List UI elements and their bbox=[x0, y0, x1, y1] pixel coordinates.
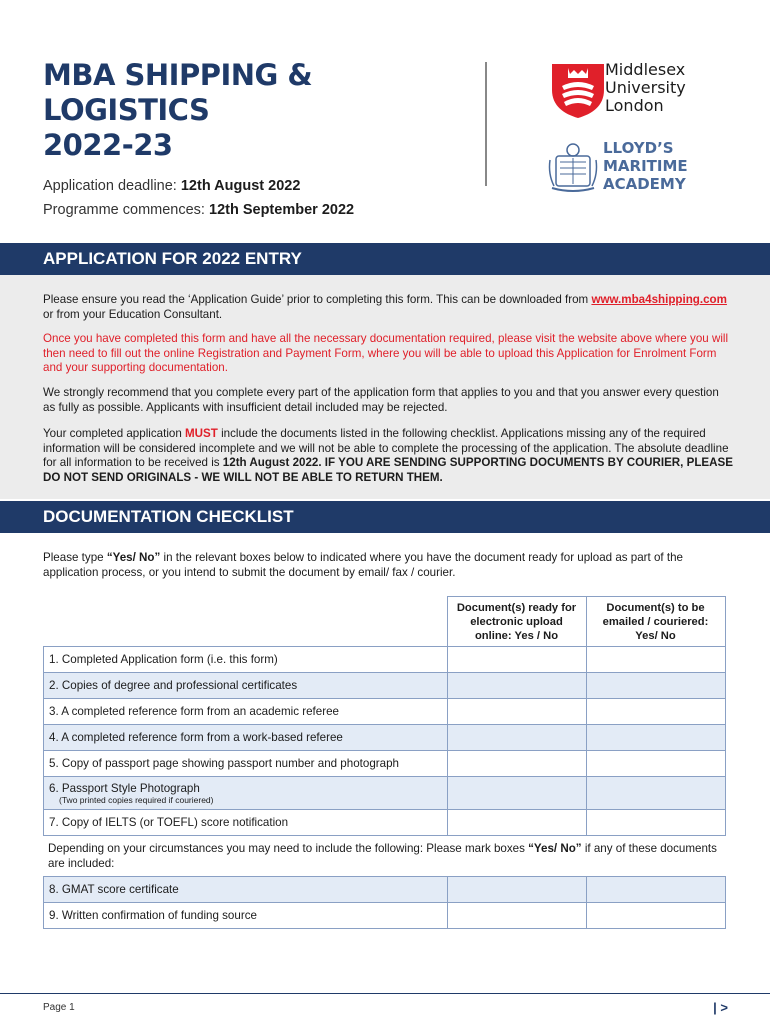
info-paragraph-checklist bbox=[43, 427, 733, 485]
footer-divider bbox=[0, 993, 770, 994]
courier-cell-2[interactable] bbox=[587, 673, 726, 699]
courier-cell-5[interactable] bbox=[587, 751, 726, 777]
section-heading-checklist: DOCUMENTATION CHECKLIST bbox=[0, 501, 770, 533]
mid-b: if any of these documents are included: bbox=[48, 842, 717, 870]
table-row bbox=[44, 777, 726, 810]
deadline-value: 12th August 2022 bbox=[180, 178, 301, 194]
checklist-item-7: 7. Copy of IELTS (or TOEFL) score notification bbox=[44, 810, 448, 836]
checklist-item-8: 8. GMAT score certificate bbox=[44, 877, 448, 903]
checklist-item-4: 4. A completed reference form from a work-based referee bbox=[44, 725, 448, 751]
mdx-line-1: Middlesex bbox=[605, 60, 686, 79]
checklist-item-3: 3. A completed reference form from an academic referee bbox=[44, 699, 448, 725]
title-line-2: LOGISTICS bbox=[43, 93, 210, 127]
website-link[interactable]: www.mba4shipping.com bbox=[591, 293, 727, 306]
checklist-header bbox=[43, 596, 726, 647]
upload-cell-9[interactable] bbox=[448, 903, 587, 929]
checklist-item-9: 9. Written confirmation of funding source bbox=[44, 903, 448, 929]
table-row bbox=[44, 877, 726, 903]
col-header-upload: Document(s) ready for electronic upload online: Yes / No bbox=[447, 597, 586, 647]
courier-cell-9[interactable] bbox=[587, 903, 726, 929]
info-paragraph-recommend: We strongly recommend that you complete every part of the application form that applies to you and that you answer every question as fully as possible. Applicants with insufficient detail included may be rejected. bbox=[43, 386, 719, 414]
upload-cell-5[interactable] bbox=[448, 751, 587, 777]
title-line-1: MBA SHIPPING & bbox=[43, 58, 313, 92]
mdx-line-3: London bbox=[605, 96, 664, 115]
page-number: Page 1 bbox=[43, 1002, 75, 1013]
mdx-line-2: University bbox=[605, 78, 686, 97]
instr-b: in the relevant boxes below to indicated where you have the document ready for upload as part of the application process, or you intend to submit the document by email/ fax / courier. bbox=[43, 551, 683, 579]
p4-must: MUST bbox=[185, 427, 218, 440]
mid-a: Depending on your circumstances you may need to include the following: Please mark boxes bbox=[48, 842, 529, 855]
checklist-instructions bbox=[43, 551, 733, 580]
lma-line-1: LLOYD’S bbox=[603, 139, 674, 157]
col-header-courier: Document(s) to be emailed / couriered: Yes/ No bbox=[586, 597, 725, 647]
mid-bold: “Yes/ No” bbox=[528, 842, 582, 855]
upload-cell-7[interactable] bbox=[448, 810, 587, 836]
table-row bbox=[44, 810, 726, 836]
item-6-label: 6. Passport Style Photograph bbox=[49, 781, 200, 795]
courier-cell-4[interactable] bbox=[587, 725, 726, 751]
commence-value: 12th September 2022 bbox=[209, 202, 355, 218]
title-line-3: 2022-23 bbox=[43, 128, 173, 162]
upload-cell-1[interactable] bbox=[448, 647, 587, 673]
document-title bbox=[43, 58, 312, 163]
info-paragraph-guide bbox=[43, 293, 733, 322]
checklist-item-6 bbox=[44, 777, 448, 810]
next-page-button[interactable]: | > bbox=[713, 1000, 728, 1015]
upload-cell-3[interactable] bbox=[448, 699, 587, 725]
courier-cell-7[interactable] bbox=[587, 810, 726, 836]
info-paragraph-registration: Once you have completed this form and have all the necessary documentation required, please visit the website above where you will then need to fill out the online Registration and Payment Form, where you will be able to upload this Application for Enrolment Form and your supporting documentation. bbox=[43, 332, 729, 374]
checklist-item-5: 5. Copy of passport page showing passport number and photograph bbox=[44, 751, 448, 777]
programme-commences bbox=[43, 202, 354, 218]
upload-cell-8[interactable] bbox=[448, 877, 587, 903]
table-row bbox=[44, 673, 726, 699]
p1-text-a: Please ensure you read the ‘Application Guide’ prior to completing this form. This can be downloaded from bbox=[43, 293, 592, 306]
table-row bbox=[44, 903, 726, 929]
checklist-item-1: 1. Completed Application form (i.e. this form) bbox=[44, 647, 448, 673]
table-row bbox=[44, 725, 726, 751]
middlesex-wordmark bbox=[605, 61, 686, 115]
lma-line-3: ACADEMY bbox=[603, 175, 686, 193]
upload-cell-2[interactable] bbox=[448, 673, 587, 699]
lloyds-wordmark bbox=[603, 139, 688, 193]
deadline-label: Application deadline: bbox=[43, 178, 177, 194]
additional-documents-note bbox=[48, 842, 728, 871]
p4-text-b: include the documents listed in the following checklist. Applications missing any of the required information will be considered incomplete and we will not be able to complete the processing of the application. The absolute deadline for all information to be received is bbox=[43, 427, 729, 469]
checklist-table bbox=[43, 646, 726, 836]
upload-cell-6[interactable] bbox=[448, 777, 587, 810]
middlesex-crest-icon bbox=[548, 60, 608, 120]
courier-cell-1[interactable] bbox=[587, 647, 726, 673]
p4-text-a: Your completed application bbox=[43, 427, 186, 440]
item-6-note: (Two printed copies required if couriered) bbox=[59, 794, 214, 805]
application-deadline bbox=[43, 178, 300, 194]
table-row bbox=[44, 647, 726, 673]
section-heading-application: APPLICATION FOR 2022 ENTRY bbox=[0, 243, 770, 275]
instr-a: Please type bbox=[43, 551, 107, 564]
upload-cell-4[interactable] bbox=[448, 725, 587, 751]
p4-bold: 12th August 2022. IF YOU ARE SENDING SUPPORTING DOCUMENTS BY COURIER, PLEASE DO NOT SEND ORIGINALS - WE WILL NOT BE ABLE TO RETURN THEM. bbox=[43, 456, 734, 484]
courier-cell-8[interactable] bbox=[587, 877, 726, 903]
courier-cell-3[interactable] bbox=[587, 699, 726, 725]
lloyds-crest-icon bbox=[546, 140, 600, 194]
courier-cell-6[interactable] bbox=[587, 777, 726, 810]
p1-text-b: or from your Education Consultant. bbox=[43, 307, 223, 321]
commence-label: Programme commences: bbox=[43, 202, 205, 218]
additional-checklist-table bbox=[43, 876, 726, 929]
table-row bbox=[44, 699, 726, 725]
instr-bold: “Yes/ No” bbox=[106, 551, 161, 564]
table-row bbox=[44, 751, 726, 777]
checklist-item-2: 2. Copies of degree and professional certificates bbox=[44, 673, 448, 699]
lma-line-2: MARITIME bbox=[603, 157, 688, 175]
header-divider bbox=[485, 62, 487, 186]
